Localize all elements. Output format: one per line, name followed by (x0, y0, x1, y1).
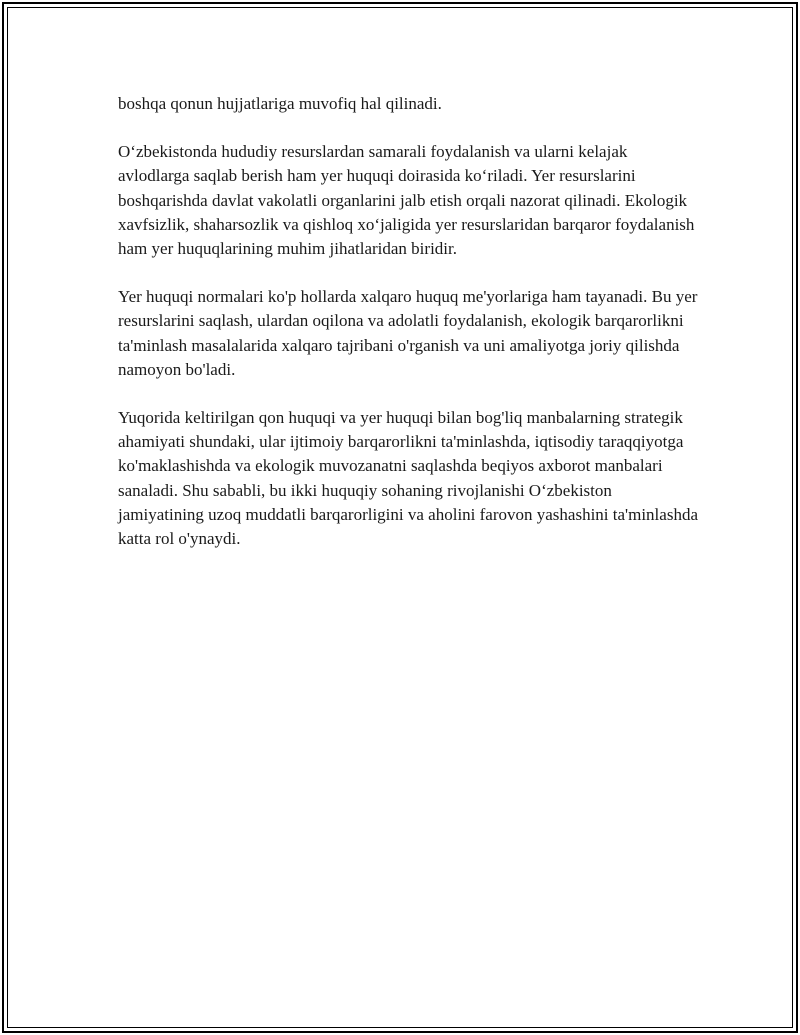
paragraph-4: Yuqorida keltirilgan qon huquqi va yer huquqi bilan bog'liq manbalarning strategik ahamiyati shundaki, ular ijtimoiy barqarorlikni ta'minlashda, iqtisodiy taraqqiyotga ko'maklashishda va ekologik muvozanatni saqlashda beqiyos axborot manbalari sanaladi. Shu sababli, bu ikki huquqiy sohaning rivojlanishi O‘zbekiston jamiyatining uzoq muddatli barqarorligini va aholini farovon yashashini ta'minlashda katta rol o'ynaydi. (118, 408, 698, 549)
paragraph-1: boshqa qonun hujjatlariga muvofiq hal qilinadi. (118, 94, 442, 113)
paragraph-3: Yer huquqi normalari ko'p hollarda xalqaro huquq me'yorlariga ham tayanadi. Bu yer resurslarini saqlash, ulardan oqilona va adolatli foydalanish, ekologik barqarorlikni ta'minlash masalalarida xalqaro tajribani o'rganish va uni amaliyotga joriy qilishda namoyon bo'ladi. (118, 287, 698, 379)
document-body (118, 92, 698, 575)
paragraph-2: O‘zbekistonda hududiy resurslardan samarali foydalanish va ularni kelajak avlodlarga saqlab berish ham yer huquqi doirasida ko‘riladi. Yer resurslarini boshqarishda davlat vakolatli organlarini jalb etish orqali nazorat qilinadi. Ekologik xavfsizlik, shaharsozlik va qishloq xo‘jaligida yer resurslaridan barqaror foydalanish ham yer huquqlarining muhim jihatlaridan biridir. (118, 142, 695, 259)
